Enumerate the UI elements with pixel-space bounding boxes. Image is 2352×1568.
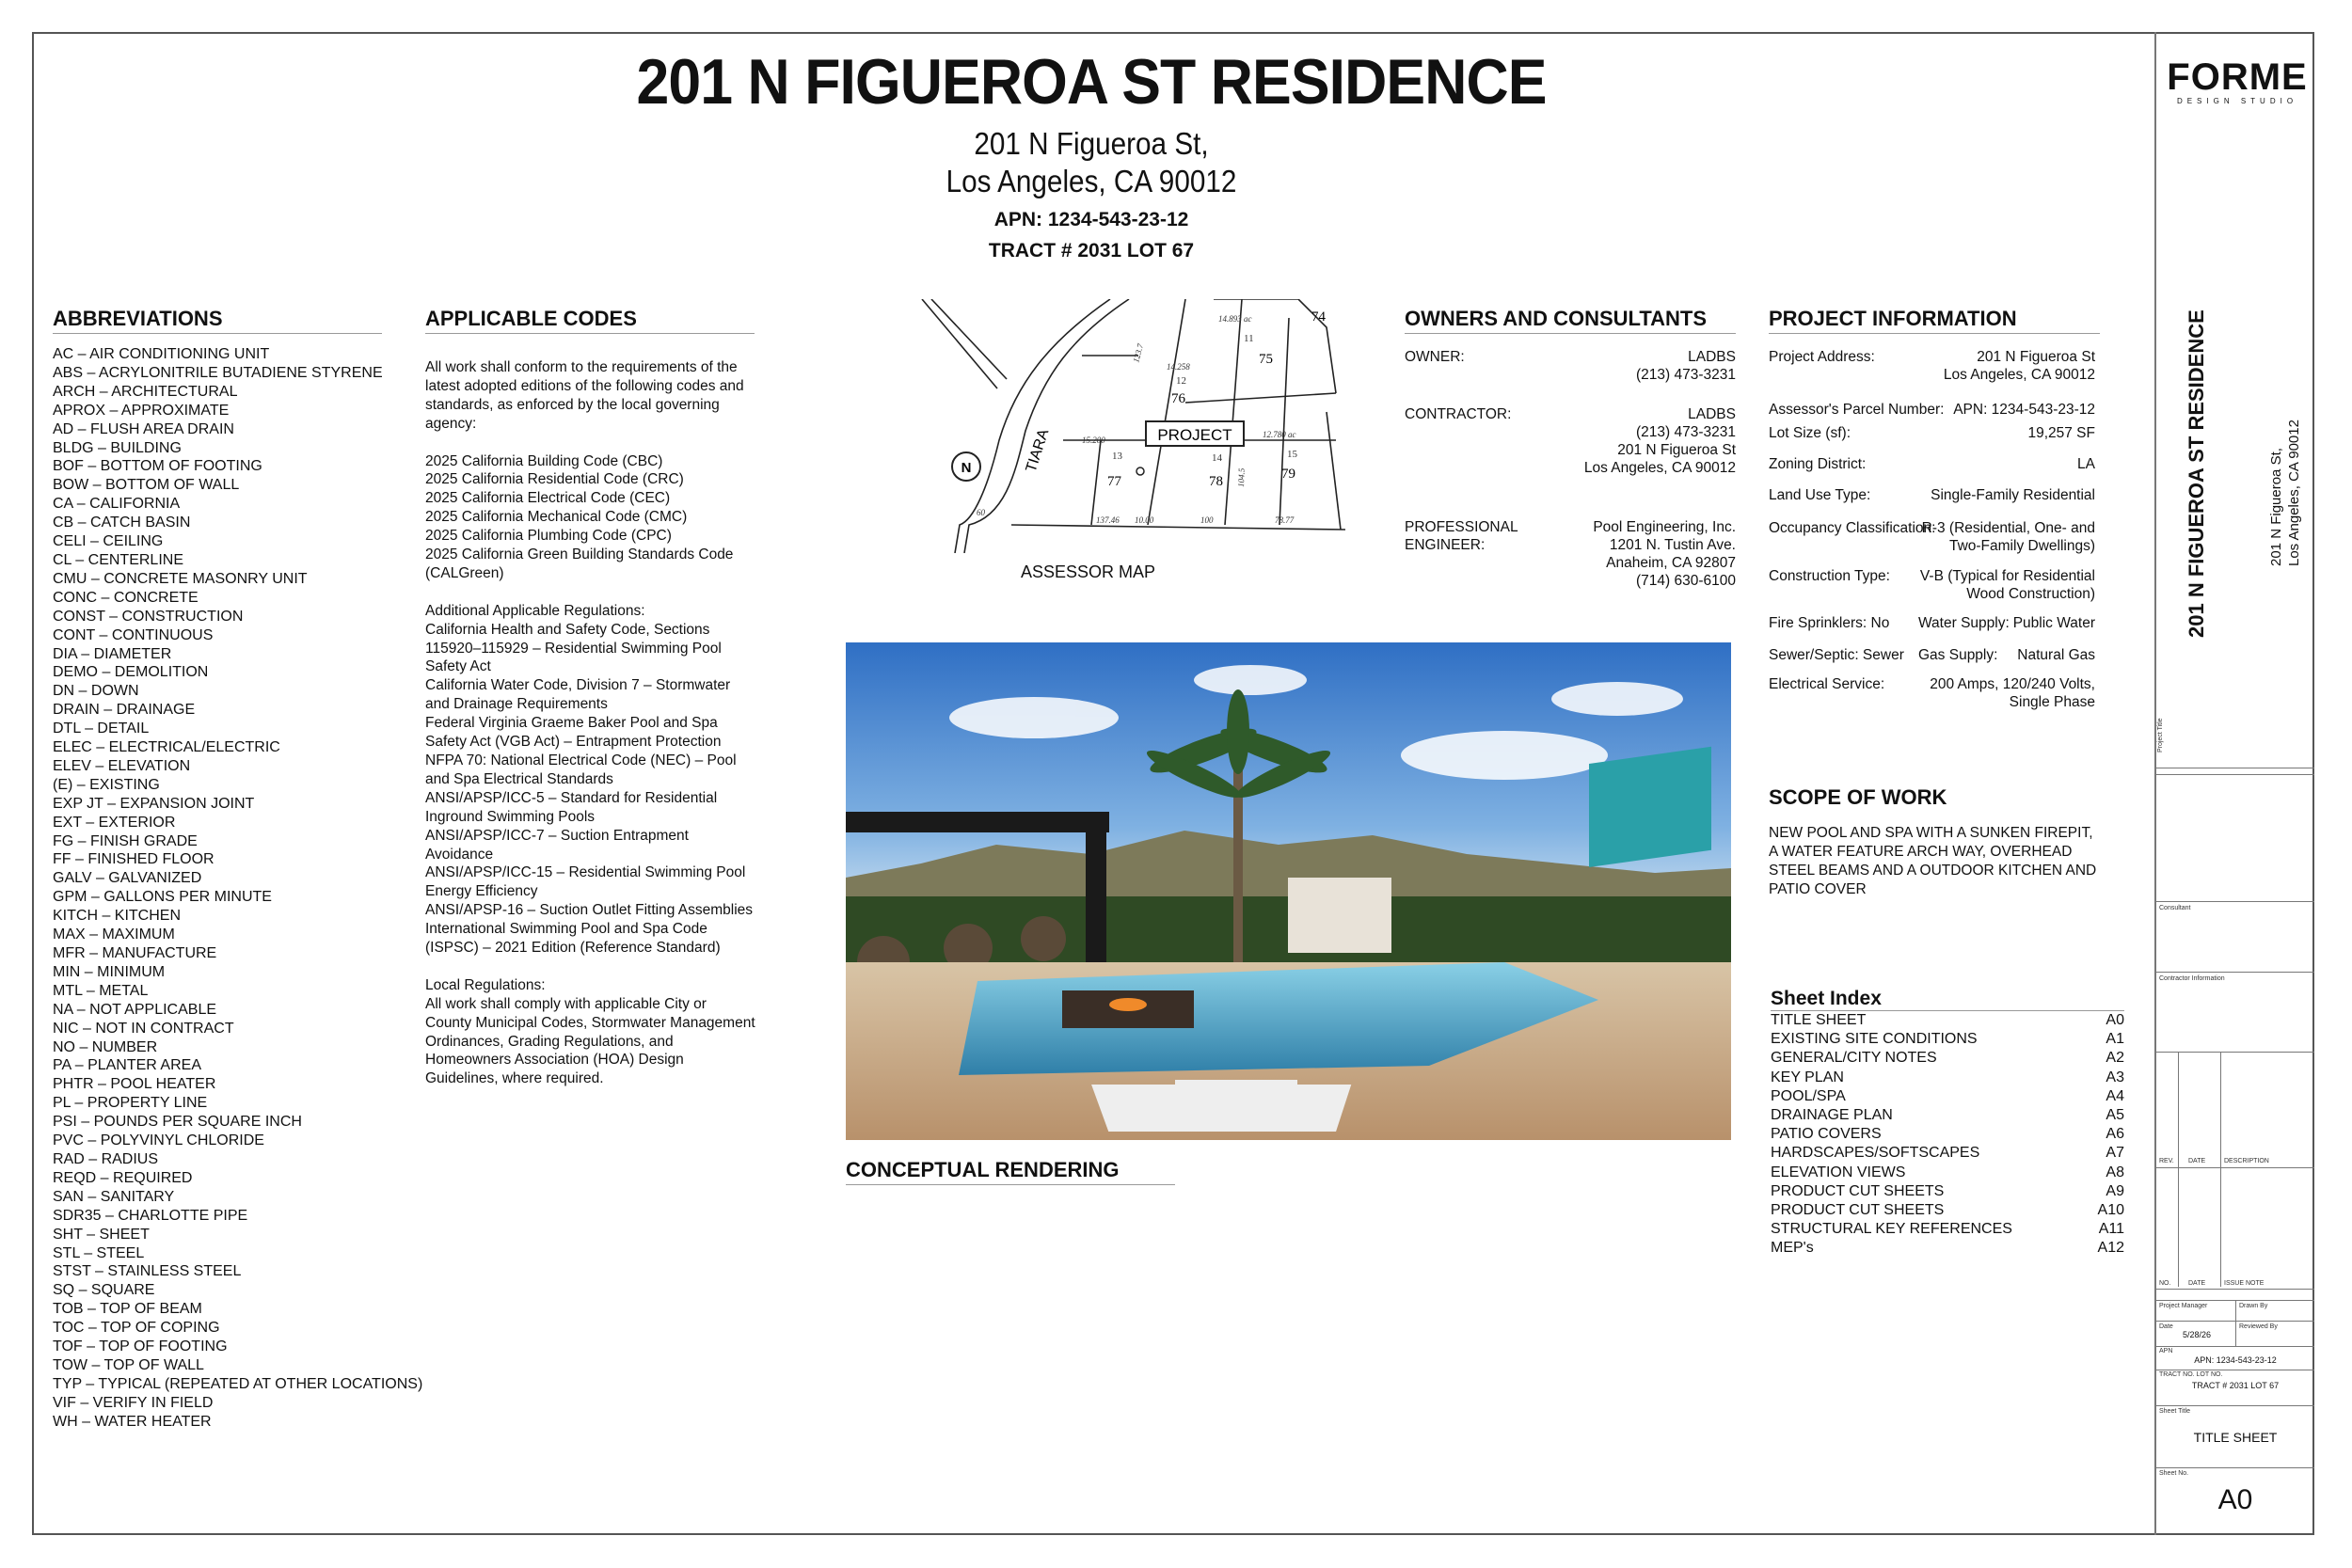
sheet-number: A0 xyxy=(2106,1012,2124,1028)
title-block-line xyxy=(2156,1289,2314,1290)
apn-value: APN: 1234-543-23-12 xyxy=(2194,1355,2277,1365)
abbreviation-item: AC – AIR CONDITIONING UNIT xyxy=(53,346,270,362)
owner-label: OWNER: xyxy=(1405,349,1465,365)
project-info-value: Single-Family Residential xyxy=(1931,487,2095,503)
steel-column xyxy=(1086,812,1106,972)
vertical-address-1: 201 N Figueroa St, xyxy=(2268,448,2284,566)
map-dimension: 104.5 xyxy=(1236,467,1247,488)
abbreviation-item: BOW – BOTTOM OF WALL xyxy=(53,477,240,494)
map-lot-number: 77 xyxy=(1107,474,1121,489)
address-line-1: 201 N Figueroa St, xyxy=(974,126,1209,161)
date-value: 5/28/26 xyxy=(2183,1330,2212,1339)
sheet-index-row xyxy=(1771,1088,2124,1105)
map-dimension: 78.77 xyxy=(1275,515,1295,525)
gas-supply-value: Natural Gas xyxy=(2017,647,2095,663)
sheet-title-label: Sheet Title xyxy=(2159,1408,2191,1415)
project-info-label: Project Address: xyxy=(1769,349,1875,365)
codes-heading: APPLICABLE CODES xyxy=(425,307,755,334)
map-project-marker xyxy=(1136,467,1144,475)
lounge-chair xyxy=(1214,1085,1351,1132)
abbreviation-item: MIN – MINIMUM xyxy=(53,963,166,980)
abbreviation-item: TOW – TOP OF WALL xyxy=(53,1356,204,1373)
page-title: 201 N FIGUEROA ST RESIDENCE xyxy=(636,46,1547,118)
sheet-name: HARDSCAPES/SOFTSCAPES xyxy=(1771,1145,1980,1162)
firm-logo-subtitle: DESIGN STUDIO xyxy=(2176,97,2298,105)
abbreviation-item: DRAIN – DRAINAGE xyxy=(53,702,196,719)
abbreviation-item: CL – CENTERLINE xyxy=(53,551,183,568)
abbreviation-item: GALV – GALVANIZED xyxy=(53,870,202,887)
abbreviations-heading: ABBREVIATIONS xyxy=(53,307,382,334)
address-line-2: Los Angeles, CA 90012 xyxy=(946,164,1237,198)
abbreviation-item: EXT – EXTERIOR xyxy=(53,814,176,831)
map-dimension: 12.780 ac xyxy=(1263,430,1296,439)
map-parcel-number: 14 xyxy=(1212,452,1222,464)
rendering-caption: CONCEPTUAL RENDERING xyxy=(846,1158,1175,1185)
map-lot-line xyxy=(1327,412,1341,530)
sheet-name: KEY PLAN xyxy=(1771,1069,1844,1085)
tract-value: TRACT # 2031 LOT 67 xyxy=(2191,1381,2280,1390)
abbreviation-item: WH – WATER HEATER xyxy=(53,1413,212,1430)
title-block-line xyxy=(2178,1052,2179,1287)
project-info-label: Lot Size (sf): xyxy=(1769,425,1851,441)
sheet-number: A6 xyxy=(2106,1126,2124,1143)
abbreviation-item: STST – STAINLESS STEEL xyxy=(53,1263,242,1280)
project-title-label: Project Title xyxy=(2157,718,2164,752)
north-arrow-label: N xyxy=(961,460,972,476)
map-dimension: 15.200 xyxy=(1082,436,1105,445)
project-info-value: R-3 (Residential, One- and Two-Family Dwellings) xyxy=(1921,520,2095,554)
abbreviation-item: CONST – CONSTRUCTION xyxy=(53,608,244,625)
apn-label: APN xyxy=(2159,1348,2173,1354)
abbreviation-item: SAN – SANITARY xyxy=(53,1188,175,1205)
sheet-number: A5 xyxy=(2106,1107,2124,1123)
water-supply-value: Public Water xyxy=(2012,615,2095,631)
abbreviation-item: DEMO – DEMOLITION xyxy=(53,664,209,681)
cloud xyxy=(1401,731,1608,780)
engineer-label: PROFESSIONAL ENGINEER: xyxy=(1405,519,1518,553)
title-block-line xyxy=(2156,972,2314,973)
title-block-line xyxy=(2156,1467,2314,1468)
project-info-value: 201 N Figueroa St Los Angeles, CA 90012 xyxy=(1943,349,2095,383)
conceptual-rendering-image xyxy=(846,642,1731,1140)
sheet-number-value: A0 xyxy=(2217,1484,2253,1515)
sheet-number: A11 xyxy=(2098,1221,2124,1238)
sheet-name: PRODUCT CUT SHEETS xyxy=(1771,1202,1945,1218)
map-lot-number: 79 xyxy=(1281,467,1295,482)
title-block-line xyxy=(2156,1321,2314,1322)
title-block-line xyxy=(2156,1405,2314,1406)
palm-frond xyxy=(1227,689,1249,774)
sheet-index-row xyxy=(1771,1164,2124,1181)
tract-label: TRACT NO. LOT NO. xyxy=(2159,1371,2223,1378)
map-street-label: TIARA xyxy=(1023,427,1053,475)
abbreviation-item: PHTR – POOL HEATER xyxy=(53,1076,216,1093)
project-manager-label: Project Manager xyxy=(2159,1303,2208,1309)
abbreviations-list xyxy=(53,345,422,1432)
abbreviation-item: SHT – SHEET xyxy=(53,1226,150,1243)
water-feature-wall xyxy=(1288,878,1391,953)
sheet-index-heading: Sheet Index xyxy=(1771,988,2124,1011)
abbreviation-item: PSI – POUNDS PER SQUARE INCH xyxy=(53,1114,302,1131)
owners-heading: OWNERS AND CONSULTANTS xyxy=(1405,307,1736,334)
sheet-name: DRAINAGE PLAN xyxy=(1771,1107,1893,1123)
abbreviation-item: ARCH – ARCHITECTURAL xyxy=(53,383,238,400)
codes-additional: Additional Applicable Regulations: California Health and Safety Code, Sections 115920–115929 – Residential Swimming Pool Safety Act California Water Code, Division 7 – Stormwater and Drainage Requirements Federal Virginia Graeme Baker Pool and Spa Safety Act (VGB Act) – Entrapment Protection NFPA 70: National Electrical Code (NEC) – Pool and Spa Electrical Standards ANSI/APSP/ICC-5 – Standard for Residential Inground Swimming Pools ANSI/APSP/ICC-7 – Suction Entrapment Avoidance ANSI/APSP/ICC-15 – Residential Swimming Pool Energy Efficiency ANSI/APSP-16 – Suction Outlet Fitting Assemblies International Swimming Pool and Spa Code (ISPSC) – 2021 Edition (Reference Standard) xyxy=(425,602,754,957)
sheet-number: A3 xyxy=(2106,1069,2124,1085)
abbreviation-item: DN – DOWN xyxy=(53,683,139,700)
abbreviation-item: ABS – ACRYLONITRILE BUTADIENE STYRENE xyxy=(53,364,383,381)
codes-intro: All work shall conform to the requirements of the latest adopted editions of the following codes and standards, as enforced by the local governing agency: xyxy=(425,359,744,432)
cloud xyxy=(1194,665,1307,695)
assessor-map xyxy=(856,299,1345,553)
sheet-index-row xyxy=(1771,1202,2124,1219)
map-dimension: 60 xyxy=(977,508,985,517)
project-info-value: LA xyxy=(2077,456,2095,472)
fire-sprinklers-label: Fire Sprinklers: No xyxy=(1769,615,1890,631)
sheet-number: A12 xyxy=(2097,1240,2124,1257)
engineer-value: Pool Engineering, Inc. 1201 N. Tustin Ave. Anaheim, CA 92807 (714) 630-6100 xyxy=(1593,519,1736,589)
map-lot-number: 76 xyxy=(1171,391,1185,406)
owner-value: LADBS (213) 473-3231 xyxy=(1636,349,1736,383)
title-block-line xyxy=(2156,1346,2314,1347)
title-block-line xyxy=(2220,1052,2221,1287)
sheet-index-row xyxy=(1771,1183,2124,1200)
sheet-index-row xyxy=(1771,1107,2124,1124)
abbreviation-item: PVC – POLYVINYL CHLORIDE xyxy=(53,1132,264,1149)
sheet-name: ELEVATION VIEWS xyxy=(1771,1164,1906,1180)
abbreviation-item: AD – FLUSH AREA DRAIN xyxy=(53,420,234,437)
codes-california: 2025 California Building Code (CBC) 2025 California Residential Code (CRC) 2025 California Electrical Code (CEC) 2025 California Mechanical Code (CMC) 2025 California Plumbing Code (CPC) 2025 California Green Building Standards Code (CALGreen) xyxy=(425,452,734,581)
abbreviation-item: MFR – MANUFACTURE xyxy=(53,945,217,961)
map-lot-number: 78 xyxy=(1209,474,1223,489)
abbreviation-item: MTL – METAL xyxy=(53,982,149,999)
map-dimension: 14.893 ac xyxy=(1218,314,1252,324)
abbreviation-item: APROX – APPROXIMATE xyxy=(53,402,230,419)
abbreviation-item: CELI – CEILING xyxy=(53,533,164,550)
sheet-index-row xyxy=(1771,1126,2124,1143)
abbreviation-item: (E) – EXISTING xyxy=(53,776,160,793)
rendering-illustration xyxy=(846,642,1731,1140)
map-lot-number: 75 xyxy=(1259,352,1273,367)
abbreviation-item: PL – PROPERTY LINE xyxy=(53,1095,208,1112)
map-lot-line xyxy=(1185,393,1336,403)
map-dimension: 123.7 xyxy=(1131,342,1146,364)
abbreviation-item: NO – NUMBER xyxy=(53,1038,158,1055)
sheet-number-label: Sheet No. xyxy=(2159,1470,2189,1477)
abbreviation-item: FG – FINISH GRADE xyxy=(53,832,198,849)
sheet-name: GENERAL/CITY NOTES xyxy=(1771,1050,1937,1067)
abbreviation-item: ELEC – ELECTRICAL/ELECTRIC xyxy=(53,739,280,756)
abbreviation-item: CONT – CONTINUOUS xyxy=(53,626,214,643)
sheet-index-row xyxy=(1771,1240,2124,1257)
abbreviation-item: ELEV – ELEVATION xyxy=(53,757,191,774)
abbreviation-item: CB – CATCH BASIN xyxy=(53,515,191,531)
project-info-value: 19,257 SF xyxy=(2027,425,2095,441)
consultant-label: Consultant xyxy=(2159,905,2191,911)
abbreviation-item: TOB – TOP OF BEAM xyxy=(53,1301,202,1318)
sheet-name: POOL/SPA xyxy=(1771,1087,1846,1104)
abbreviation-item: NA – NOT APPLICABLE xyxy=(53,1001,217,1018)
codes-body xyxy=(425,358,756,1107)
abbreviation-item: BOF – BOTTOM OF FOOTING xyxy=(53,458,262,475)
cloud xyxy=(1551,682,1683,716)
apn-number: APN: 1234-543-23-12 xyxy=(993,209,1189,230)
issue-note-label: ISSUE NOTE xyxy=(2224,1280,2265,1287)
sheet-number: A4 xyxy=(2106,1087,2124,1104)
abbreviation-item: GPM – GALLONS PER MINUTE xyxy=(53,889,272,906)
sheet-number: A8 xyxy=(2106,1164,2124,1180)
abbreviation-item: KITCH – KITCHEN xyxy=(53,908,182,925)
rev-label: REV. xyxy=(2159,1158,2174,1164)
firm-logo: FORME xyxy=(2167,56,2308,98)
title-block-line xyxy=(2156,774,2314,775)
sheet-number: A2 xyxy=(2106,1050,2124,1067)
rev-date-label: DATE xyxy=(2188,1158,2206,1164)
abbreviation-item: VIF – VERIFY IN FIELD xyxy=(53,1394,214,1411)
issue-date-label: DATE xyxy=(2188,1280,2206,1287)
contractor-info-label: Contractor Information xyxy=(2159,975,2225,982)
sheet-name: STRUCTURAL KEY REFERENCES xyxy=(1771,1221,2012,1238)
drawn-by-label: Drawn By xyxy=(2239,1303,2268,1309)
map-lot-line xyxy=(1225,299,1242,525)
map-lot-line xyxy=(1091,440,1101,525)
electrical-service-label: Electrical Service: xyxy=(1769,676,1885,692)
abbreviation-item: MAX – MAXIMUM xyxy=(53,927,175,943)
electrical-service-value: 200 Amps, 120/240 Volts, Single Phase xyxy=(1930,676,2095,710)
map-line xyxy=(922,299,997,388)
scope-text: NEW POOL AND SPA WITH A SUNKEN FIREPIT, A WATER FEATURE ARCH WAY, OVERHEAD STEEL BEAMS AND A OUTDOOR KITCHEN AND PATIO COVER xyxy=(1769,825,2097,897)
sheet-index-row xyxy=(1771,1031,2124,1048)
map-parcel-number: 13 xyxy=(1112,451,1122,462)
abbreviation-item: DTL – DETAIL xyxy=(53,721,150,737)
abbreviation-item: EXP JT – EXPANSION JOINT xyxy=(53,795,255,812)
assessor-map-caption: ASSESSOR MAP xyxy=(1021,562,1156,581)
tract-number: TRACT # 2031 LOT 67 xyxy=(988,240,1195,261)
vertical-address-2: Los Angeles, CA 90012 xyxy=(2286,420,2302,566)
title-block-line xyxy=(2156,1052,2314,1053)
abbreviation-item: RAD – RADIUS xyxy=(53,1150,159,1167)
abbreviation-item: SQ – SQUARE xyxy=(53,1282,155,1299)
map-parcel-number: 15 xyxy=(1287,449,1297,460)
sheet-name: PRODUCT CUT SHEETS xyxy=(1771,1182,1945,1199)
map-lot-number: 74 xyxy=(1311,309,1326,325)
map-dimension: 14.258 xyxy=(1167,362,1190,372)
codes-local: Local Regulations: All work shall comply with applicable City or County Municipal Codes, Stormwater Management Ordinances, Grading Regulations, and Homeowners Association (HOA) Design Guidelines, where required. xyxy=(425,976,755,1087)
map-project-label: PROJECT xyxy=(1157,426,1232,444)
sheet-index-row xyxy=(1771,1145,2124,1162)
abbreviation-item: CA – CALIFORNIA xyxy=(53,496,181,513)
sheet-name: TITLE SHEET xyxy=(1771,1012,1867,1028)
abbreviation-item: CMU – CONCRETE MASONRY UNIT xyxy=(53,570,308,587)
map-parcel-number: 11 xyxy=(1244,333,1254,344)
abbreviation-item: SDR35 – CHARLOTTE PIPE xyxy=(53,1207,248,1224)
title-block-line xyxy=(2235,1300,2236,1347)
abbreviation-item: STL – STEEL xyxy=(53,1244,145,1261)
hanging-chair xyxy=(1021,916,1066,961)
title-block-divider xyxy=(2154,32,2156,1535)
project-info-label: Construction Type: xyxy=(1769,568,1890,584)
title-block-line xyxy=(2156,901,2314,902)
abbreviation-item: DIA – DIAMETER xyxy=(53,645,172,662)
issue-no-label: NO. xyxy=(2159,1280,2171,1287)
sheet-number: A9 xyxy=(2106,1182,2124,1199)
cloud xyxy=(949,697,1119,738)
map-line xyxy=(931,299,1007,379)
abbreviation-item: TOF – TOP OF FOOTING xyxy=(53,1338,228,1355)
fire-flame xyxy=(1109,998,1147,1011)
project-info-label: Occupancy Classification: xyxy=(1769,520,1936,536)
project-info-value: APN: 1234-543-23-12 xyxy=(1953,402,2095,418)
map-road-line xyxy=(1011,525,1345,530)
sheet-name: MEP's xyxy=(1771,1240,1814,1257)
sheet-name: EXISTING SITE CONDITIONS xyxy=(1771,1031,1978,1048)
abbreviation-item: TYP – TYPICAL (REPEATED AT OTHER LOCATIONS) xyxy=(53,1375,423,1392)
steel-beam xyxy=(846,812,1109,832)
project-info-value: V-B (Typical for Residential Wood Construction) xyxy=(1919,568,2095,602)
abbreviation-item: CONC – CONCRETE xyxy=(53,589,199,606)
map-dimension: 137.46 xyxy=(1096,515,1120,525)
sheet-index-row xyxy=(1771,1069,2124,1086)
abbreviation-item: REQD – REQUIRED xyxy=(53,1169,193,1186)
sheet-index-row xyxy=(1771,1221,2124,1238)
sewer-septic-label: Sewer/Septic: Sewer xyxy=(1769,647,1904,663)
date-label: Date xyxy=(2159,1323,2173,1330)
wall-mural xyxy=(1589,747,1711,867)
gas-supply-label: Gas Supply: xyxy=(1918,647,1998,663)
contractor-value: LADBS (213) 473-3231 201 N Figueroa St Los Angeles, CA 90012 xyxy=(1583,406,1736,476)
sheet-number: A1 xyxy=(2106,1031,2124,1048)
map-lot-line xyxy=(1279,318,1289,525)
vertical-project-title: 201 N FIGUEROA ST RESIDENCE xyxy=(2185,309,2208,638)
reviewed-by-label: Reviewed By xyxy=(2239,1323,2278,1330)
sheet-name: PATIO COVERS xyxy=(1771,1126,1882,1143)
sheet-number: A10 xyxy=(2097,1202,2124,1218)
map-parcel-number: 12 xyxy=(1176,375,1186,387)
abbreviation-item: BLDG – BUILDING xyxy=(53,439,182,456)
sheet-title-value: TITLE SHEET xyxy=(2193,1430,2278,1445)
scope-heading: SCOPE OF WORK xyxy=(1769,785,1947,809)
abbreviation-item: FF – FINISHED FLOOR xyxy=(53,851,215,868)
abbreviation-item: PA – PLANTER AREA xyxy=(53,1057,201,1074)
project-info-label: Assessor's Parcel Number: xyxy=(1769,402,1945,418)
abbreviation-item: TOC – TOP OF COPING xyxy=(53,1320,220,1337)
water-supply-label: Water Supply: xyxy=(1918,615,2010,631)
assessor-map-drawing xyxy=(856,299,1345,553)
abbreviation-item: NIC – NOT IN CONTRACT xyxy=(53,1020,234,1037)
project-info-label: Zoning District: xyxy=(1769,456,1867,472)
project-info-heading: PROJECT INFORMATION xyxy=(1769,307,2100,334)
map-dimension: 100 xyxy=(1200,515,1214,525)
project-info-label: Land Use Type: xyxy=(1769,487,1871,503)
map-lot-line xyxy=(1148,299,1185,525)
rev-description-label: DESCRIPTION xyxy=(2224,1158,2269,1164)
sheet-number: A7 xyxy=(2106,1145,2124,1162)
map-dimension: 10.00 xyxy=(1135,515,1154,525)
sheet-index-row xyxy=(1771,1012,2124,1029)
sheet-index-row xyxy=(1771,1050,2124,1067)
contractor-label: CONTRACTOR: xyxy=(1405,406,1512,422)
title-block-line xyxy=(2156,1167,2314,1168)
